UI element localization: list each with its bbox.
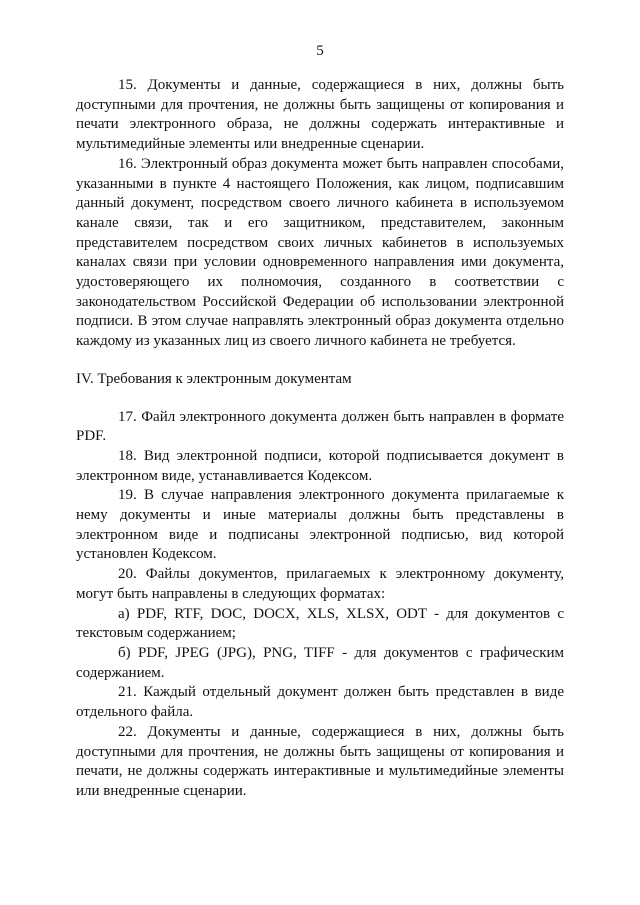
paragraph-19: 19. В случае направления электронного документа прилагаемые к нему документы и иные материалы должны быть представлены в электронном виде и подписаны электронной подписью, вид которой установлен Кодексом. — [76, 487, 564, 563]
paragraph-15: 15. Документы и данные, содержащиеся в них, должны быть доступными для прочтения, не должны быть защищены от копирования и печати электронного образа, не должны содержать интерактивные и мультимедийные элементы или внедренные сценарии. — [76, 77, 564, 153]
paragraph-16: 16. Электронный образ документа может быть направлен способами, указанными в пункте 4 настоящего Положения, как лицом, подписавшим данный документ, посредством своего личного кабинета в используемом канале связи, так и его защитником, представителем, законным представителем посредством своих личных кабинетов в используемых каналах связи при условии одновременного направления ими документа, удостоверяющего их полномочия, созданного в соответствии с законодательством Российской Федерации об использовании электронной подписи. В этом случае направлять электронный образ документа отдельно каждому из указанных лиц из своего личного кабинета не требуется. — [76, 155, 564, 350]
paragraph-22: 22. Документы и данные, содержащиеся в них, должны быть доступными для прочтения, не должны быть защищены от копирования и печати, не должны содержать интерактивные и мультимедийные элементы или внедренные сценарии. — [76, 723, 564, 799]
paragraph-20: 20. Файлы документов, прилагаемых к электронному документу, могут быть направлены в следующих форматах: — [76, 566, 564, 602]
paragraph-17: 17. Файл электронного документа должен быть направлен в формате PDF. — [76, 408, 564, 445]
document-body — [76, 76, 564, 802]
section-heading: IV. Требования к электронным документам — [76, 370, 352, 387]
paragraph-20-a: а) PDF, RTF, DOC, DOCX, XLS, XLSX, ODT - для документов с текстовым содержанием; — [76, 605, 564, 642]
paragraph-18: 18. Вид электронной подписи, которой подписывается документ в электронном виде, устанавливается Кодексом. — [76, 447, 564, 484]
paragraph-21: 21. Каждый отдельный документ должен быть представлен в виде отдельного файла. — [76, 684, 564, 721]
paragraph-20-b: б) PDF, JPEG (JPG), PNG, TIFF - для документов с графическим содержанием. — [76, 644, 564, 681]
page-number: 5 — [316, 43, 324, 59]
